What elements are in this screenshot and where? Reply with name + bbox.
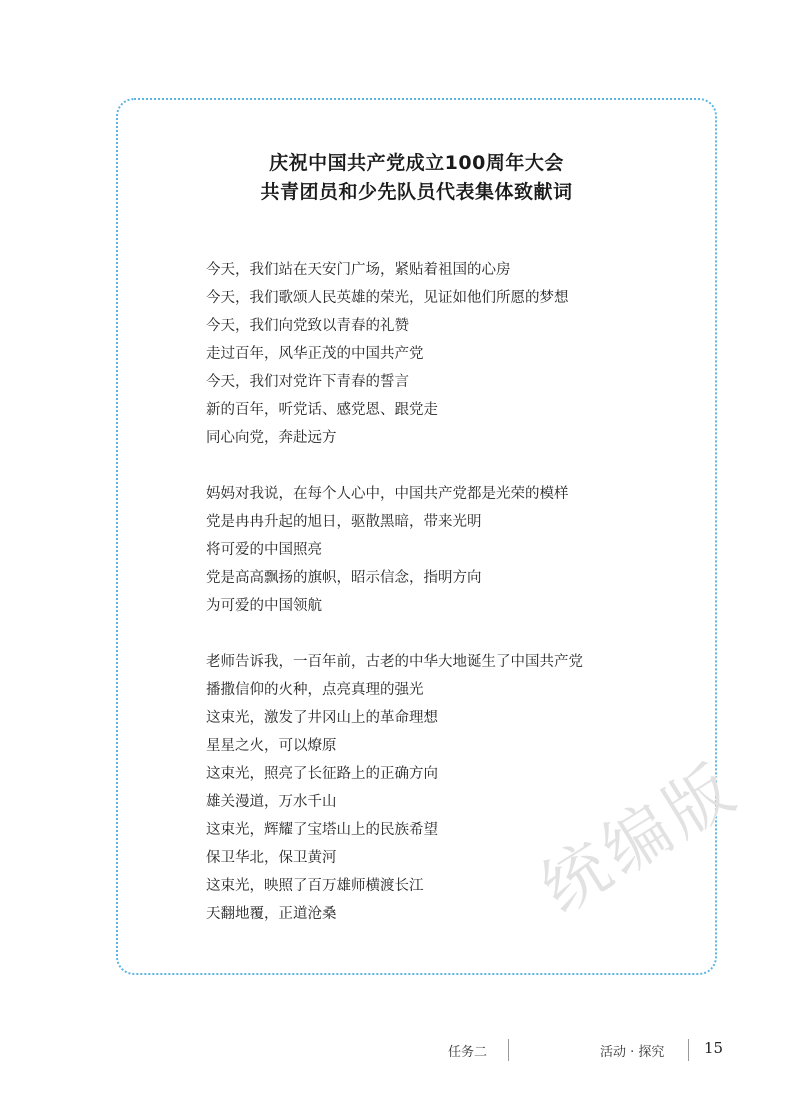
stanza-3 <box>206 648 686 928</box>
poem-line: 保卫华北，保卫黄河 <box>206 850 337 866</box>
poem-line: 为可爱的中国领航 <box>206 598 322 614</box>
footer-divider <box>508 1039 509 1061</box>
poem-line: 这束光，映照了百万雄师横渡长江 <box>206 878 424 894</box>
poem-line: 这束光，辉耀了宝塔山上的民族希望 <box>206 822 438 838</box>
poem-line: 雄关漫道，万水千山 <box>206 794 337 810</box>
poem-line: 这束光，照亮了长征路上的正确方向 <box>206 766 438 782</box>
poem-line: 天翻地覆，正道沧桑 <box>206 906 337 922</box>
poem-line: 妈妈对我说，在每个人心中，中国共产党都是光荣的模样 <box>206 486 569 502</box>
poem-line: 这束光，激发了井冈山上的革命理想 <box>206 710 438 726</box>
watermark: 统编版 <box>527 748 752 929</box>
poem-line: 今天，我们歌颂人民英雄的荣光，见证如他们所愿的梦想 <box>206 290 569 306</box>
poem-line: 新的百年，听党话、感党恩、跟党走 <box>206 402 438 418</box>
footer-section-label: 任务二 <box>448 1045 488 1060</box>
poem-line: 今天，我们向党致以青春的礼赞 <box>206 318 409 334</box>
page-title-line-1: 庆祝中国共产党成立100周年大会 <box>269 152 564 174</box>
poem-line: 老师告诉我，一百年前，古老的中华大地诞生了中国共产党 <box>206 654 583 670</box>
poem-line: 党是高高飘扬的旗帜，昭示信念，指明方向 <box>206 570 482 586</box>
poem-body <box>206 256 686 956</box>
page-number: 15 <box>704 1039 724 1057</box>
page-title-line-2: 共青团员和少先队员代表集体致献词 <box>260 181 573 203</box>
stanza-1 <box>206 256 686 452</box>
footer-divider <box>688 1039 689 1061</box>
footer-activity-label: 活动 · 探究 <box>600 1045 665 1060</box>
poem-line: 将可爱的中国照亮 <box>206 542 322 558</box>
stanza-2 <box>206 480 686 620</box>
poem-line: 星星之火，可以燎原 <box>206 738 337 754</box>
poem-line: 同心向党，奔赴远方 <box>206 430 337 446</box>
poem-line: 播撒信仰的火种，点亮真理的强光 <box>206 682 424 698</box>
poem-line: 今天，我们对党许下青春的誓言 <box>206 374 409 390</box>
poem-line: 走过百年，风华正茂的中国共产党 <box>206 346 424 362</box>
poem-line: 党是冉冉升起的旭日，驱散黑暗，带来光明 <box>206 514 482 530</box>
poem-line: 今天，我们站在天安门广场，紧贴着祖国的心房 <box>206 262 511 278</box>
